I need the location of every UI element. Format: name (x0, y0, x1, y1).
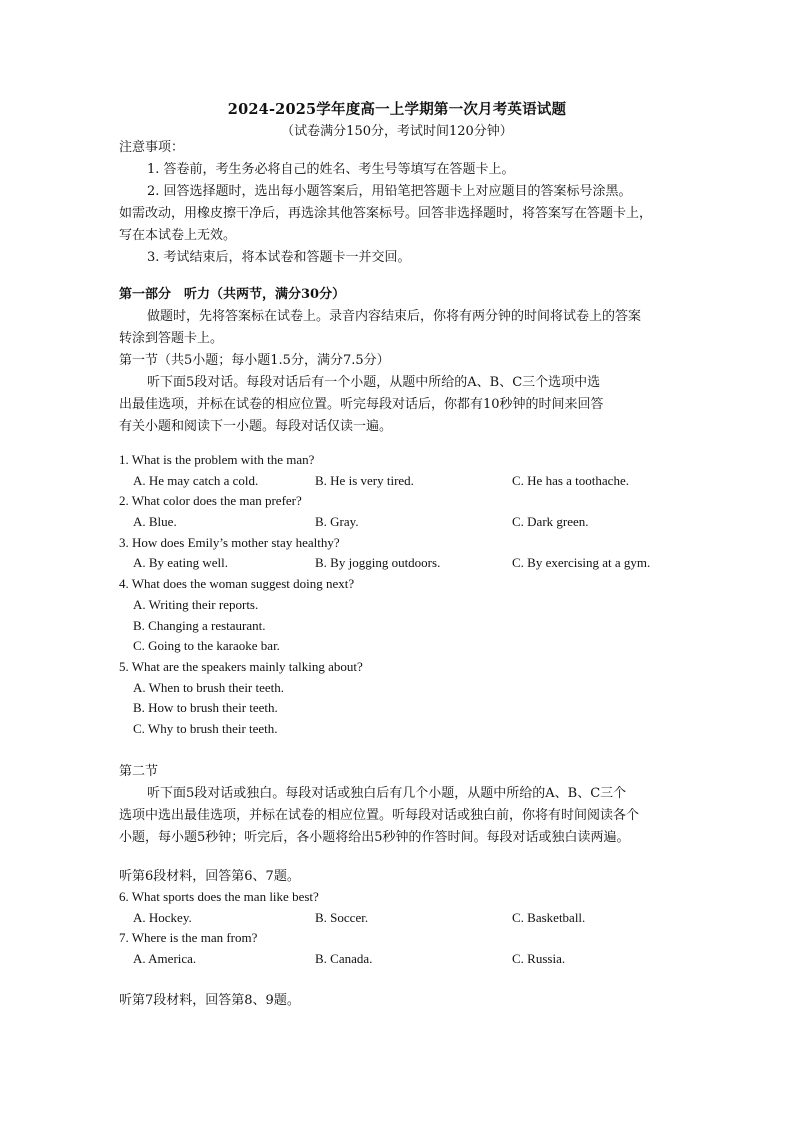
option-b: B. By jogging outdoors. (315, 555, 441, 571)
question-stem: 6. What sports does the man like best? (119, 889, 319, 904)
material-7-heading: 听第7段材料，回答第8、9题。 (119, 993, 300, 1008)
option-b: B. How to brush their teeth. (133, 700, 278, 716)
part1-section (119, 284, 679, 438)
option-b: B. He is very tired. (315, 472, 414, 488)
option-c: C. Russia. (512, 951, 566, 967)
question-stem: 7. Where is the man from? (119, 930, 258, 946)
notes-item: 写在本试卷上无效。 (119, 228, 237, 243)
section1-heading: 第一节（共5小题；每小题1.5分，满分7.5分） (119, 353, 390, 368)
question-stem: 3. How does Emily’s mother stay healthy? (119, 534, 340, 550)
section1-instruction-line: 听下面5段对话。每段对话后有一个小题，从题中所给的A、B、C三个选项中选 (147, 375, 601, 390)
notes-item: 3. 考试结束后，将本试卷和答题卡一并交回。 (147, 250, 411, 265)
question-options (119, 908, 679, 929)
questions-6-7 (119, 887, 679, 970)
option-a: A. He may catch a cold. (133, 472, 259, 488)
option-a: A. Blue. (133, 514, 177, 530)
question-options (119, 553, 679, 574)
question-options (119, 471, 679, 492)
option-c: C. Why to brush their teeth. (133, 720, 278, 736)
notes-item: 1. 答卷前，考生务必将自己的姓名、考生号等填写在答题卡上。 (147, 162, 515, 177)
section1-instruction-line: 出最佳选项，并标在试卷的相应位置。听完每段对话后，你都有10秒钟的时间来回答 (119, 397, 604, 412)
section1-instruction-line: 有关小题和阅读下一小题。每段对话仅读一遍。 (119, 419, 393, 434)
notes-heading: 注意事项： (119, 140, 185, 155)
part1-intro-line: 做题时，先将答案标在试卷上。录音内容结束后，你将有两分钟的时间将试卷上的答案 (147, 309, 642, 324)
option-a: A. America. (133, 951, 197, 967)
option-c: C. By exercising at a gym. (512, 555, 651, 571)
part1-intro-line: 转涂到答题卡上。 (119, 331, 224, 346)
notes-section (119, 137, 679, 269)
section2 (119, 761, 679, 849)
question-stem: 4. What does the woman suggest doing next? (119, 576, 355, 592)
notes-item: 2. 回答选择题时，选出每小题答案后，用铅笔把答题卡上对应题目的答案标号涂黑。 (147, 184, 632, 199)
option-c: C. Dark green. (512, 514, 589, 530)
option-b: B. Gray. (315, 514, 359, 530)
option-c: C. Basketball. (512, 909, 586, 925)
material-6-heading: 听第6段材料，回答第6、7题。 (119, 869, 300, 884)
question-options (119, 949, 679, 970)
section2-instruction-line: 选项中选出最佳选项，并标在试卷的相应位置。听每段对话或独白前，你将有时间阅读各个 (119, 808, 640, 823)
part1-heading: 第一部分 听力（共两节，满分30分） (119, 287, 346, 302)
exam-subtitle: （试卷满分150分，考试时间120分钟） (281, 124, 513, 139)
section2-instruction-line: 听下面5段对话或独白。每段对话或独白后有几个小题，从题中所给的A、B、C三个 (147, 786, 627, 801)
option-b: B. Canada. (315, 951, 373, 967)
question-stem: 1. What is the problem with the man? (119, 452, 315, 467)
question-stem: 5. What are the speakers mainly talking about? (119, 658, 363, 674)
option-a: A. Hockey. (133, 909, 192, 925)
exam-title: 2024-2025学年度高一上学期第一次月考英语试题 (227, 101, 567, 118)
option-a: A. When to brush their teeth. (133, 679, 285, 695)
option-b: B. Changing a restaurant. (133, 617, 266, 633)
option-c: C. Going to the karaoke bar. (133, 638, 280, 654)
questions-1-5 (119, 450, 679, 740)
option-a: A. By eating well. (133, 555, 228, 571)
question-stem: 2. What color does the man prefer? (119, 493, 302, 509)
section2-instruction-line: 小题，每小题5秒钟；听完后，各小题将给出5秒钟的作答时间。每段对话或独白读两遍。 (119, 830, 630, 845)
option-a: A. Writing their reports. (133, 596, 259, 612)
option-b: B. Soccer. (315, 909, 369, 925)
section2-heading: 第二节 (119, 764, 159, 779)
option-c: C. He has a toothache. (512, 472, 629, 488)
notes-item: 如需改动，用橡皮擦干净后，再选涂其他答案标号。回答非选择题时，将答案写在答题卡上， (119, 206, 653, 221)
question-options (119, 512, 679, 533)
